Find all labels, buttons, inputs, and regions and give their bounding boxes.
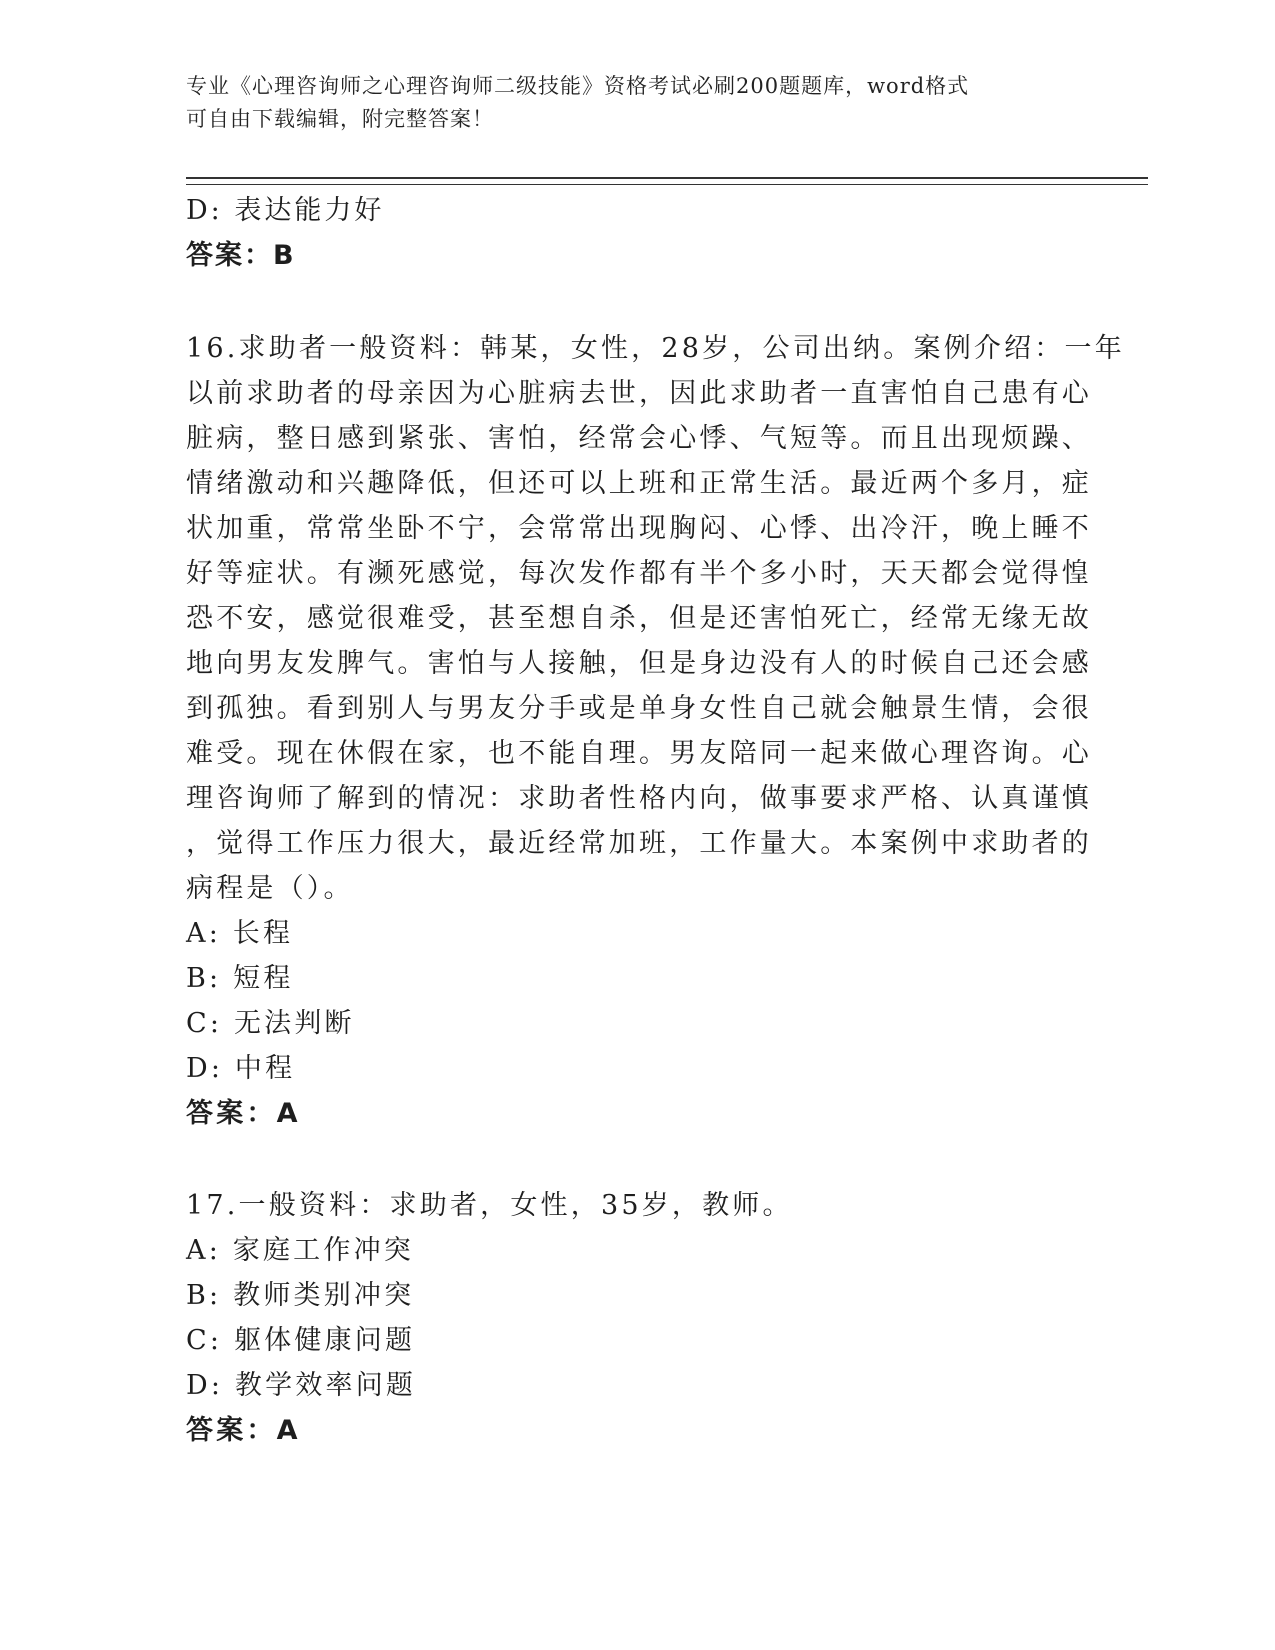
stem-line: 16.求助者一般资料：韩某，女性，28岁，公司出纳。案例介绍：一年 [186, 333, 1125, 364]
option-b: B: 教师类别冲突 [186, 1280, 415, 1311]
stem-line: 难受。现在休假在家，也不能自理。男友陪同一起来做心理咨询。心 [186, 738, 1092, 769]
question-17 [186, 1183, 1076, 1453]
document-body [186, 188, 1125, 1453]
stem-line: ，觉得工作压力很大，最近经常加班，工作量大。本案例中求助者的 [186, 828, 1092, 859]
stem-line: 好等症状。有濒死感觉，每次发作都有半个多小时，天天都会觉得惶 [186, 558, 1092, 589]
option-a: A: 长程 [186, 918, 294, 949]
option-d: D: 教学效率问题 [186, 1370, 417, 1401]
answer-label: 答案：A [186, 1098, 301, 1129]
stem-line: 状加重，常常坐卧不宁，会常常出现胸闷、心悸、出冷汗，晚上睡不 [186, 513, 1092, 544]
stem-line: 理咨询师了解到的情况：求助者性格内向，做事要求严格、认真谨慎 [186, 783, 1092, 814]
option-a: A: 家庭工作冲突 [186, 1235, 414, 1266]
question-stem: 17.一般资料：求助者，女性，35岁，教师。 [186, 1190, 793, 1221]
header-line-1: 专业《心理咨询师之心理咨询师二级技能》资格考试必刷200题题库，word格式 [186, 74, 970, 98]
page-header [186, 70, 1066, 136]
header-divider [186, 177, 1148, 185]
header-line-2: 可自由下载编辑，附完整答案！ [186, 107, 494, 131]
stem-line: 恐不安，感觉很难受，甚至想自杀，但是还害怕死亡，经常无缘无故 [186, 603, 1092, 634]
stem-line: 情绪激动和兴趣降低，但还可以上班和正常生活。最近两个多月，症 [186, 468, 1092, 499]
stem-line: 到孤独。看到别人与男友分手或是单身女性自己就会触景生情，会很 [186, 693, 1092, 724]
option-c: C: 躯体健康问题 [186, 1325, 416, 1356]
stem-line: 地向男友发脾气。害怕与人接触，但是身边没有人的时候自己还会感 [186, 648, 1092, 679]
question-16 [186, 326, 1125, 1136]
stem-line: 脏病，整日感到紧张、害怕，经常会心悸、气短等。而且出现烦躁、 [186, 423, 1092, 454]
option-c: C: 无法判断 [186, 1008, 355, 1039]
spacer [186, 1136, 1076, 1183]
question-stem [186, 326, 1125, 911]
option-d: D: 表达能力好 [186, 195, 385, 226]
stem-line: 病程是（）。 [186, 873, 354, 904]
spacer [186, 278, 1076, 326]
option-b: B: 短程 [186, 963, 294, 994]
stem-line: 以前求助者的母亲因为心脏病去世，因此求助者一直害怕自己患有心 [186, 378, 1092, 409]
option-d: D: 中程 [186, 1053, 296, 1084]
answer-label: 答案：B [186, 240, 296, 271]
answer-label: 答案：A [186, 1415, 301, 1446]
